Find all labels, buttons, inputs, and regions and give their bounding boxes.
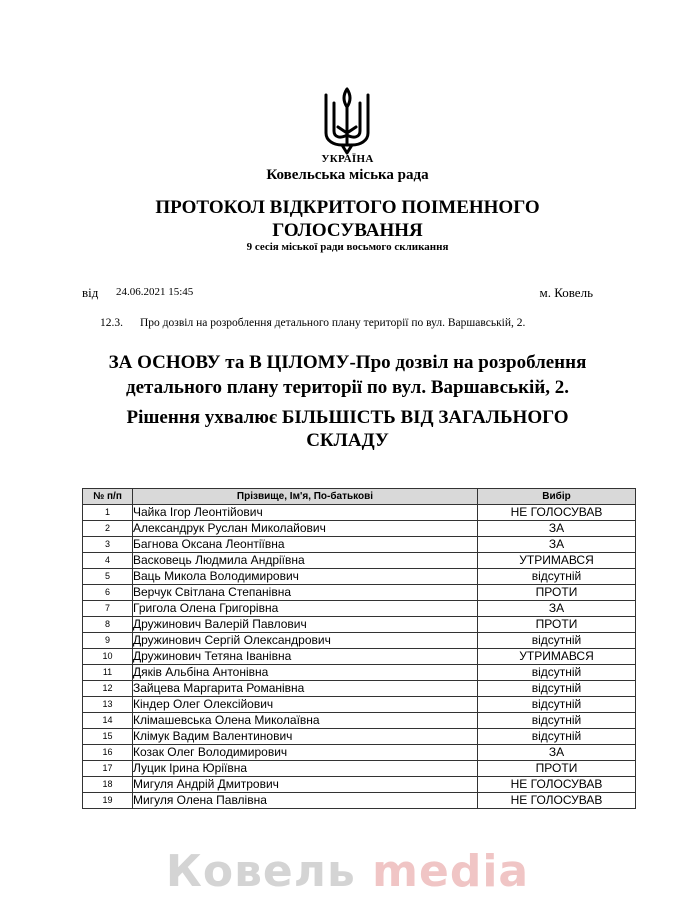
column-header-number: № п/п xyxy=(83,489,133,505)
column-header-choice: Вибір xyxy=(478,489,636,505)
table-row xyxy=(83,761,636,777)
table-row xyxy=(83,585,636,601)
country-name: УКРАЇНА xyxy=(321,153,374,165)
vote-choice: відсутній xyxy=(478,713,636,729)
member-name: Клімашевська Олена Миколаївна xyxy=(133,713,478,729)
agenda-item xyxy=(100,317,525,329)
table-row xyxy=(83,505,636,521)
member-name: Чайка Ігор Леонтійович xyxy=(133,505,478,521)
date-location-row xyxy=(82,285,597,303)
row-number: 10 xyxy=(83,649,133,665)
row-number: 12 xyxy=(83,681,133,697)
vote-choice: ПРОТИ xyxy=(478,617,636,633)
vote-choice: відсутній xyxy=(478,697,636,713)
watermark-part1: Ковель xyxy=(165,846,356,897)
member-name: Ваць Микола Володимирович xyxy=(133,569,478,585)
row-number: 2 xyxy=(83,521,133,537)
table-row xyxy=(83,729,636,745)
table-header-row xyxy=(83,489,636,505)
vote-choice: ЗА xyxy=(478,745,636,761)
column-header-name: Прізвище, Ім'я, По-батькові xyxy=(133,489,478,505)
member-name: Багнова Оксана Леонтіївна xyxy=(133,537,478,553)
member-name: Мигуля Олена Павлівна xyxy=(133,793,478,809)
table-row xyxy=(83,777,636,793)
row-number: 5 xyxy=(83,569,133,585)
member-name: Козак Олег Володимирович xyxy=(133,745,478,761)
vote-choice: ПРОТИ xyxy=(478,761,636,777)
row-number: 18 xyxy=(83,777,133,793)
session-subtitle: 9 сесія міської ради восьмого скликання xyxy=(246,241,449,253)
row-number: 9 xyxy=(83,633,133,649)
city-name: м. Ковель xyxy=(539,285,593,300)
member-name: Дружинович Валерій Павлович xyxy=(133,617,478,633)
vote-choice: ЗА xyxy=(478,601,636,617)
member-name: Дружинович Сергій Олександрович xyxy=(133,633,478,649)
row-number: 1 xyxy=(83,505,133,521)
vote-choice: ПРОТИ xyxy=(478,585,636,601)
row-number: 8 xyxy=(83,617,133,633)
vote-choice: відсутній xyxy=(478,729,636,745)
watermark-part2: media xyxy=(372,846,530,897)
vote-choice: ЗА xyxy=(478,521,636,537)
protocol-title-line2: ГОЛОСУВАННЯ xyxy=(272,220,423,241)
trident-coat-of-arms-icon xyxy=(320,85,374,157)
member-name: Дружинович Тетяна Іванівна xyxy=(133,649,478,665)
row-number: 15 xyxy=(83,729,133,745)
table-row xyxy=(83,713,636,729)
table-row xyxy=(83,601,636,617)
table-row xyxy=(83,569,636,585)
row-number: 11 xyxy=(83,665,133,681)
date-value: 24.06.2021 15:45 xyxy=(116,286,194,298)
table-row xyxy=(83,537,636,553)
council-name: Ковельська міська рада xyxy=(266,167,429,183)
member-name: Григола Олена Григорівна xyxy=(133,601,478,617)
vote-choice: відсутній xyxy=(478,633,636,649)
table-row xyxy=(83,697,636,713)
vote-choice: НЕ ГОЛОСУВАВ xyxy=(478,777,636,793)
agenda-text: Про дозвіл на розроблення детального плану території по вул. Варшавській, 2. xyxy=(140,317,526,329)
row-number: 7 xyxy=(83,601,133,617)
member-name: Верчук Світлана Степанівна xyxy=(133,585,478,601)
member-name: Луцик Ірина Юріївна xyxy=(133,761,478,777)
table-row xyxy=(83,521,636,537)
table-row xyxy=(83,617,636,633)
row-number: 13 xyxy=(83,697,133,713)
member-name: Клімук Вадим Валентинович xyxy=(133,729,478,745)
vote-choice: відсутній xyxy=(478,665,636,681)
date-label: від xyxy=(82,285,99,300)
decision-title-line2: детального плану території по вул. Варшавській, 2. xyxy=(125,377,570,398)
vote-choice: УТРИМАВСЯ xyxy=(478,649,636,665)
vote-choice: відсутній xyxy=(478,569,636,585)
member-name: Мигуля Андрій Дмитрович xyxy=(133,777,478,793)
table-row xyxy=(83,649,636,665)
protocol-title-line1: ПРОТОКОЛ ВІДКРИТОГО ПОІМЕННОГО xyxy=(155,197,540,218)
row-number: 19 xyxy=(83,793,133,809)
agenda-number: 12.3. xyxy=(100,317,123,329)
member-name: Александрук Руслан Миколайович xyxy=(133,521,478,537)
row-number: 17 xyxy=(83,761,133,777)
row-number: 16 xyxy=(83,745,133,761)
votes-table xyxy=(82,488,636,809)
decision-rule-line1: Рішення ухвалює БІЛЬШІСТЬ ВІД ЗАГАЛЬНОГО xyxy=(126,407,569,428)
row-number: 3 xyxy=(83,537,133,553)
watermark-logo xyxy=(0,846,695,897)
vote-choice: НЕ ГОЛОСУВАВ xyxy=(478,505,636,521)
vote-choice: НЕ ГОЛОСУВАВ xyxy=(478,793,636,809)
table-row xyxy=(83,665,636,681)
vote-choice: відсутній xyxy=(478,681,636,697)
vote-choice: УТРИМАВСЯ xyxy=(478,553,636,569)
row-number: 4 xyxy=(83,553,133,569)
member-name: Дяків Альбіна Антонівна xyxy=(133,665,478,681)
decision-rule-line2: СКЛАДУ xyxy=(306,430,389,451)
row-number: 14 xyxy=(83,713,133,729)
table-row xyxy=(83,553,636,569)
row-number: 6 xyxy=(83,585,133,601)
table-row xyxy=(83,793,636,809)
vote-choice: ЗА xyxy=(478,537,636,553)
member-name: Васковець Людмила Андріївна xyxy=(133,553,478,569)
table-row xyxy=(83,745,636,761)
table-row xyxy=(83,681,636,697)
member-name: Кіндер Олег Олексійович xyxy=(133,697,478,713)
decision-title-line1: ЗА ОСНОВУ та В ЦІЛОМУ-Про дозвіл на розроблення xyxy=(108,352,587,373)
table-row xyxy=(83,633,636,649)
member-name: Зайцева Маргарита Романівна xyxy=(133,681,478,697)
